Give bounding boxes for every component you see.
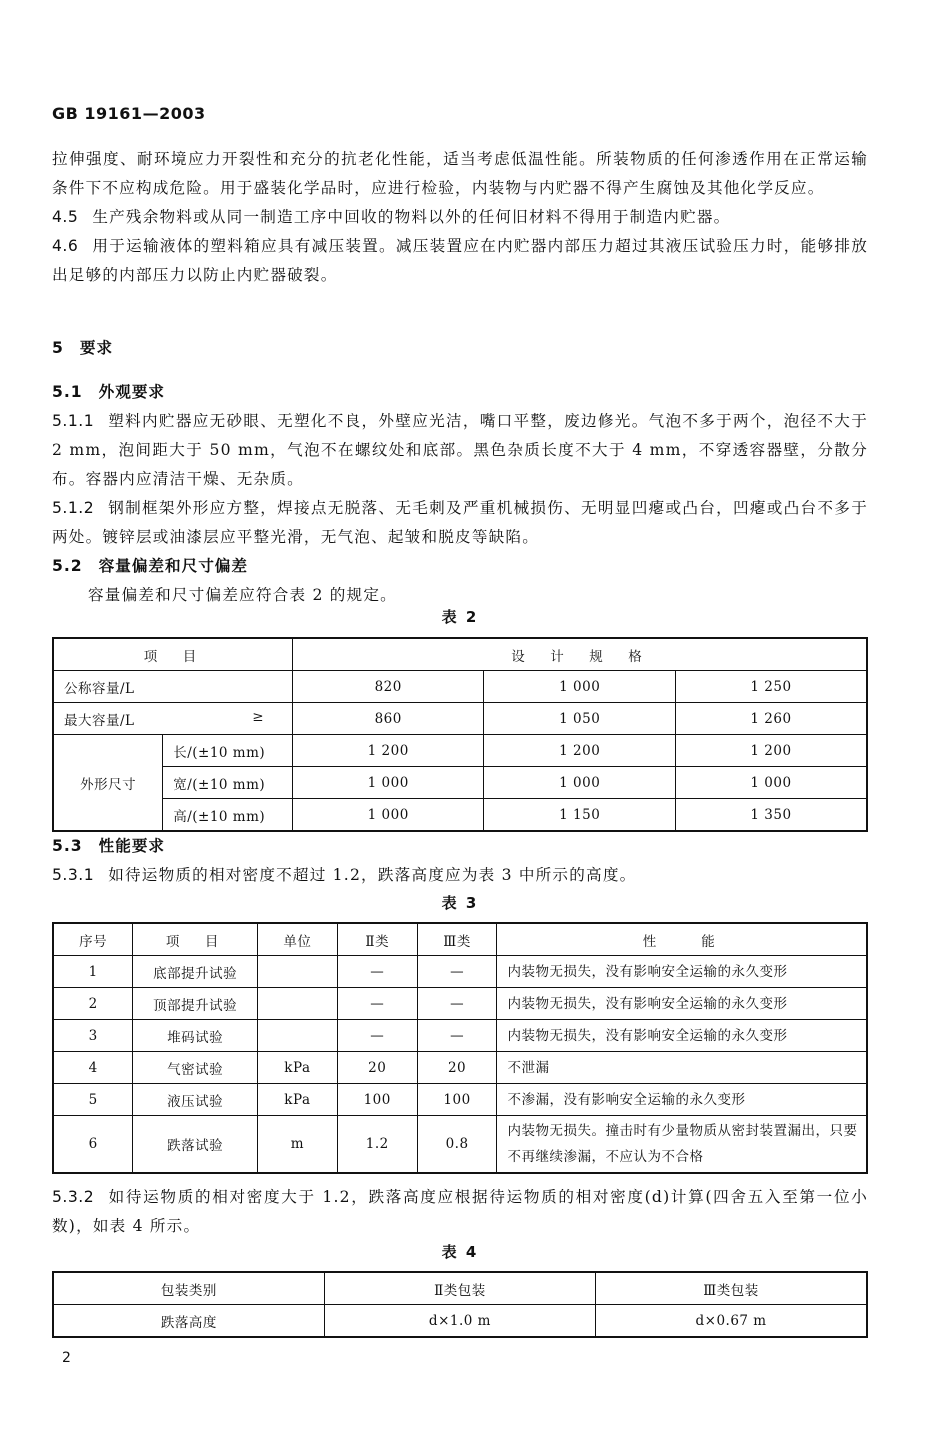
table-cell: 1 200: [293, 735, 484, 767]
table-2-caption: 表 2: [441, 608, 479, 626]
table-cell: [258, 1020, 338, 1052]
table-cell: 液压试验: [133, 1084, 258, 1116]
section-5-1-heading: 5.1 外观要求: [52, 383, 166, 401]
table-cell: 20: [337, 1052, 417, 1084]
table-cell: 1.2: [337, 1116, 417, 1174]
table-cell: 6: [53, 1116, 133, 1174]
table-cell: 1 200: [675, 735, 867, 767]
row-label: [53, 703, 293, 735]
table-cell: 内装物无损失。撞击时有少量物质从密封装置漏出，只要不再继续渗漏，不应认为不合格: [497, 1116, 867, 1174]
table-header-cell: Ⅱ类: [337, 923, 417, 956]
table-2: [52, 637, 868, 832]
table-cell: [258, 988, 338, 1020]
table-cell: 1 050: [484, 703, 675, 735]
table-cell: 堆码试验: [133, 1020, 258, 1052]
table-header-cell: 项 目: [53, 638, 293, 671]
table-cell: 20: [417, 1052, 497, 1084]
table-row: [53, 988, 867, 1020]
section-5-2-text: 容量偏差和尺寸偏差应符合表 2 的规定。: [88, 586, 397, 604]
table-row: [53, 671, 867, 703]
table-header-cell: 设 计 规 格: [293, 638, 868, 671]
table-cell: 顶部提升试验: [133, 988, 258, 1020]
row-label: 高/(±10 mm): [163, 799, 293, 832]
table-cell: —: [337, 988, 417, 1020]
table-cell: 100: [337, 1084, 417, 1116]
row-label: 公称容量/L: [53, 671, 293, 703]
table-row: [53, 638, 867, 671]
table-cell: kPa: [258, 1052, 338, 1084]
table-cell: d×1.0 m: [324, 1305, 595, 1338]
table-row: [53, 1020, 867, 1052]
clause-5-1-1: 5.1.1 塑料内贮器应无砂眼、无塑化不良，外壁应光洁，嘴口平整，废边修光。气泡不多于两个，泡径不大于 2 mm，泡间距大于 50 mm，气泡不在螺纹处和底部。黑色杂质长度不大于 4 mm，不穿透容器壁，分散分布。容器内应清洁干燥、无杂质。: [52, 412, 868, 488]
table-cell: 1 350: [675, 799, 867, 832]
body-section-5-3: [52, 832, 868, 890]
row-label: 宽/(±10 mm): [163, 767, 293, 799]
table-row: [53, 735, 867, 767]
table-cell: —: [417, 956, 497, 988]
table-cell: 底部提升试验: [133, 956, 258, 988]
table-cell: m: [258, 1116, 338, 1174]
row-symbol: ≥: [252, 708, 264, 725]
table-cell: 1 000: [484, 767, 675, 799]
table-cell: 内装物无损失，没有影响安全运输的永久变形: [497, 1020, 867, 1052]
table-header-cell: 项 目: [133, 923, 258, 956]
table-cell: 860: [293, 703, 484, 735]
table-3-caption: 表 3: [441, 894, 479, 912]
table-header-cell: 性 能: [497, 923, 867, 956]
table-row: [53, 1272, 867, 1305]
table-3: [52, 922, 868, 1174]
table-cell: 1: [53, 956, 133, 988]
table-row: [53, 1305, 867, 1338]
table-header-cell: 包装类别: [53, 1272, 324, 1305]
table-row: [53, 1084, 867, 1116]
intro-paragraph: 拉伸强度、耐环境应力开裂性和充分的抗老化性能，适当考虑低温性能。所装物质的任何渗透作用在正常运输条件下不应构成危险。用于盛装化学品时，应进行检验，内装物与内贮器不得产生腐蚀及其他化学反应。: [52, 150, 868, 197]
standard-code: GB 19161—2003: [52, 104, 206, 123]
body-clause-5-3-2: [52, 1183, 868, 1241]
body-section-5-1: [52, 378, 868, 610]
table-header-cell: Ⅲ类: [417, 923, 497, 956]
table-row: [53, 767, 867, 799]
clause-5-3-1: 5.3.1 如待运物质的相对密度不超过 1.2，跌落高度应为表 3 中所示的高度。: [52, 866, 637, 884]
table-cell: 1 150: [484, 799, 675, 832]
table-cell: d×0.67 m: [596, 1305, 867, 1338]
table-cell: [258, 956, 338, 988]
table-cell: 0.8: [417, 1116, 497, 1174]
table-cell: 内装物无损失，没有影响安全运输的永久变形: [497, 956, 867, 988]
table-cell: 1 000: [293, 767, 484, 799]
table-cell: —: [337, 1020, 417, 1052]
table-header-cell: 单位: [258, 923, 338, 956]
clause-5-3-2: 5.3.2 如待运物质的相对密度大于 1.2，跌落高度应根据待运物质的相对密度(d)计算(四舍五入至第一位小数)，如表 4 所示。: [52, 1188, 868, 1235]
table-cell: —: [417, 1020, 497, 1052]
table-cell: kPa: [258, 1084, 338, 1116]
clause-5-1-2: 5.1.2 钢制框架外形应方整，焊接点无脱落、无毛刺及严重机械损伤、无明显凹瘪或凸台，凹瘪或凸台不多于两处。镀锌层或油漆层应平整光滑，无气泡、起皱和脱皮等缺陷。: [52, 499, 868, 546]
table-cell: 3: [53, 1020, 133, 1052]
table-cell: 不泄漏: [497, 1052, 867, 1084]
table-cell: 1 000: [675, 767, 867, 799]
table-cell: 不渗漏，没有影响安全运输的永久变形: [497, 1084, 867, 1116]
table-cell: 820: [293, 671, 484, 703]
table-cell: 内装物无损失，没有影响安全运输的永久变形: [497, 988, 867, 1020]
table-cell: 1 250: [675, 671, 867, 703]
row-label: 长/(±10 mm): [163, 735, 293, 767]
clause-4-5: 4.5 生产残余物料或从同一制造工序中回收的物料以外的任何旧材料不得用于制造内贮器。: [52, 208, 731, 226]
table-row: [53, 923, 867, 956]
table-cell: —: [337, 956, 417, 988]
dims-label: 外形尺寸: [53, 735, 163, 832]
table-4: [52, 1271, 868, 1338]
section-5-3-heading: 5.3 性能要求: [52, 837, 166, 855]
table-header-cell: Ⅲ类包装: [596, 1272, 867, 1305]
table-cell: 1 200: [484, 735, 675, 767]
table-cell: —: [417, 988, 497, 1020]
clause-4-6: 4.6 用于运输液体的塑料箱应具有减压装置。减压装置应在内贮器内部压力超过其液压试验压力时，能够排放出足够的内部压力以防止内贮器破裂。: [52, 237, 868, 284]
table-cell: 2: [53, 988, 133, 1020]
table-header-cell: Ⅱ类包装: [324, 1272, 595, 1305]
table-row: [53, 1116, 867, 1174]
section-5-heading: 5 要求: [52, 339, 114, 357]
section-5-2-heading: 5.2 容量偏差和尺寸偏差: [52, 557, 248, 575]
table-4-caption: 表 4: [441, 1243, 479, 1261]
table-cell: 4: [53, 1052, 133, 1084]
table-row: [53, 703, 867, 735]
table-row: [53, 956, 867, 988]
table-cell: 1 000: [484, 671, 675, 703]
table-cell: 1 000: [293, 799, 484, 832]
table-cell: 气密试验: [133, 1052, 258, 1084]
page-number: 2: [62, 1350, 71, 1366]
table-row: [53, 799, 867, 832]
table-row: [53, 1052, 867, 1084]
table-cell: 5: [53, 1084, 133, 1116]
table-cell: 100: [417, 1084, 497, 1116]
body-upper: [52, 145, 868, 290]
table-cell: 跌落试验: [133, 1116, 258, 1174]
row-label-text: 最大容量/L: [64, 712, 135, 729]
table-cell: 跌落高度: [53, 1305, 324, 1338]
table-cell: 1 260: [675, 703, 867, 735]
table-header-cell: 序号: [53, 923, 133, 956]
